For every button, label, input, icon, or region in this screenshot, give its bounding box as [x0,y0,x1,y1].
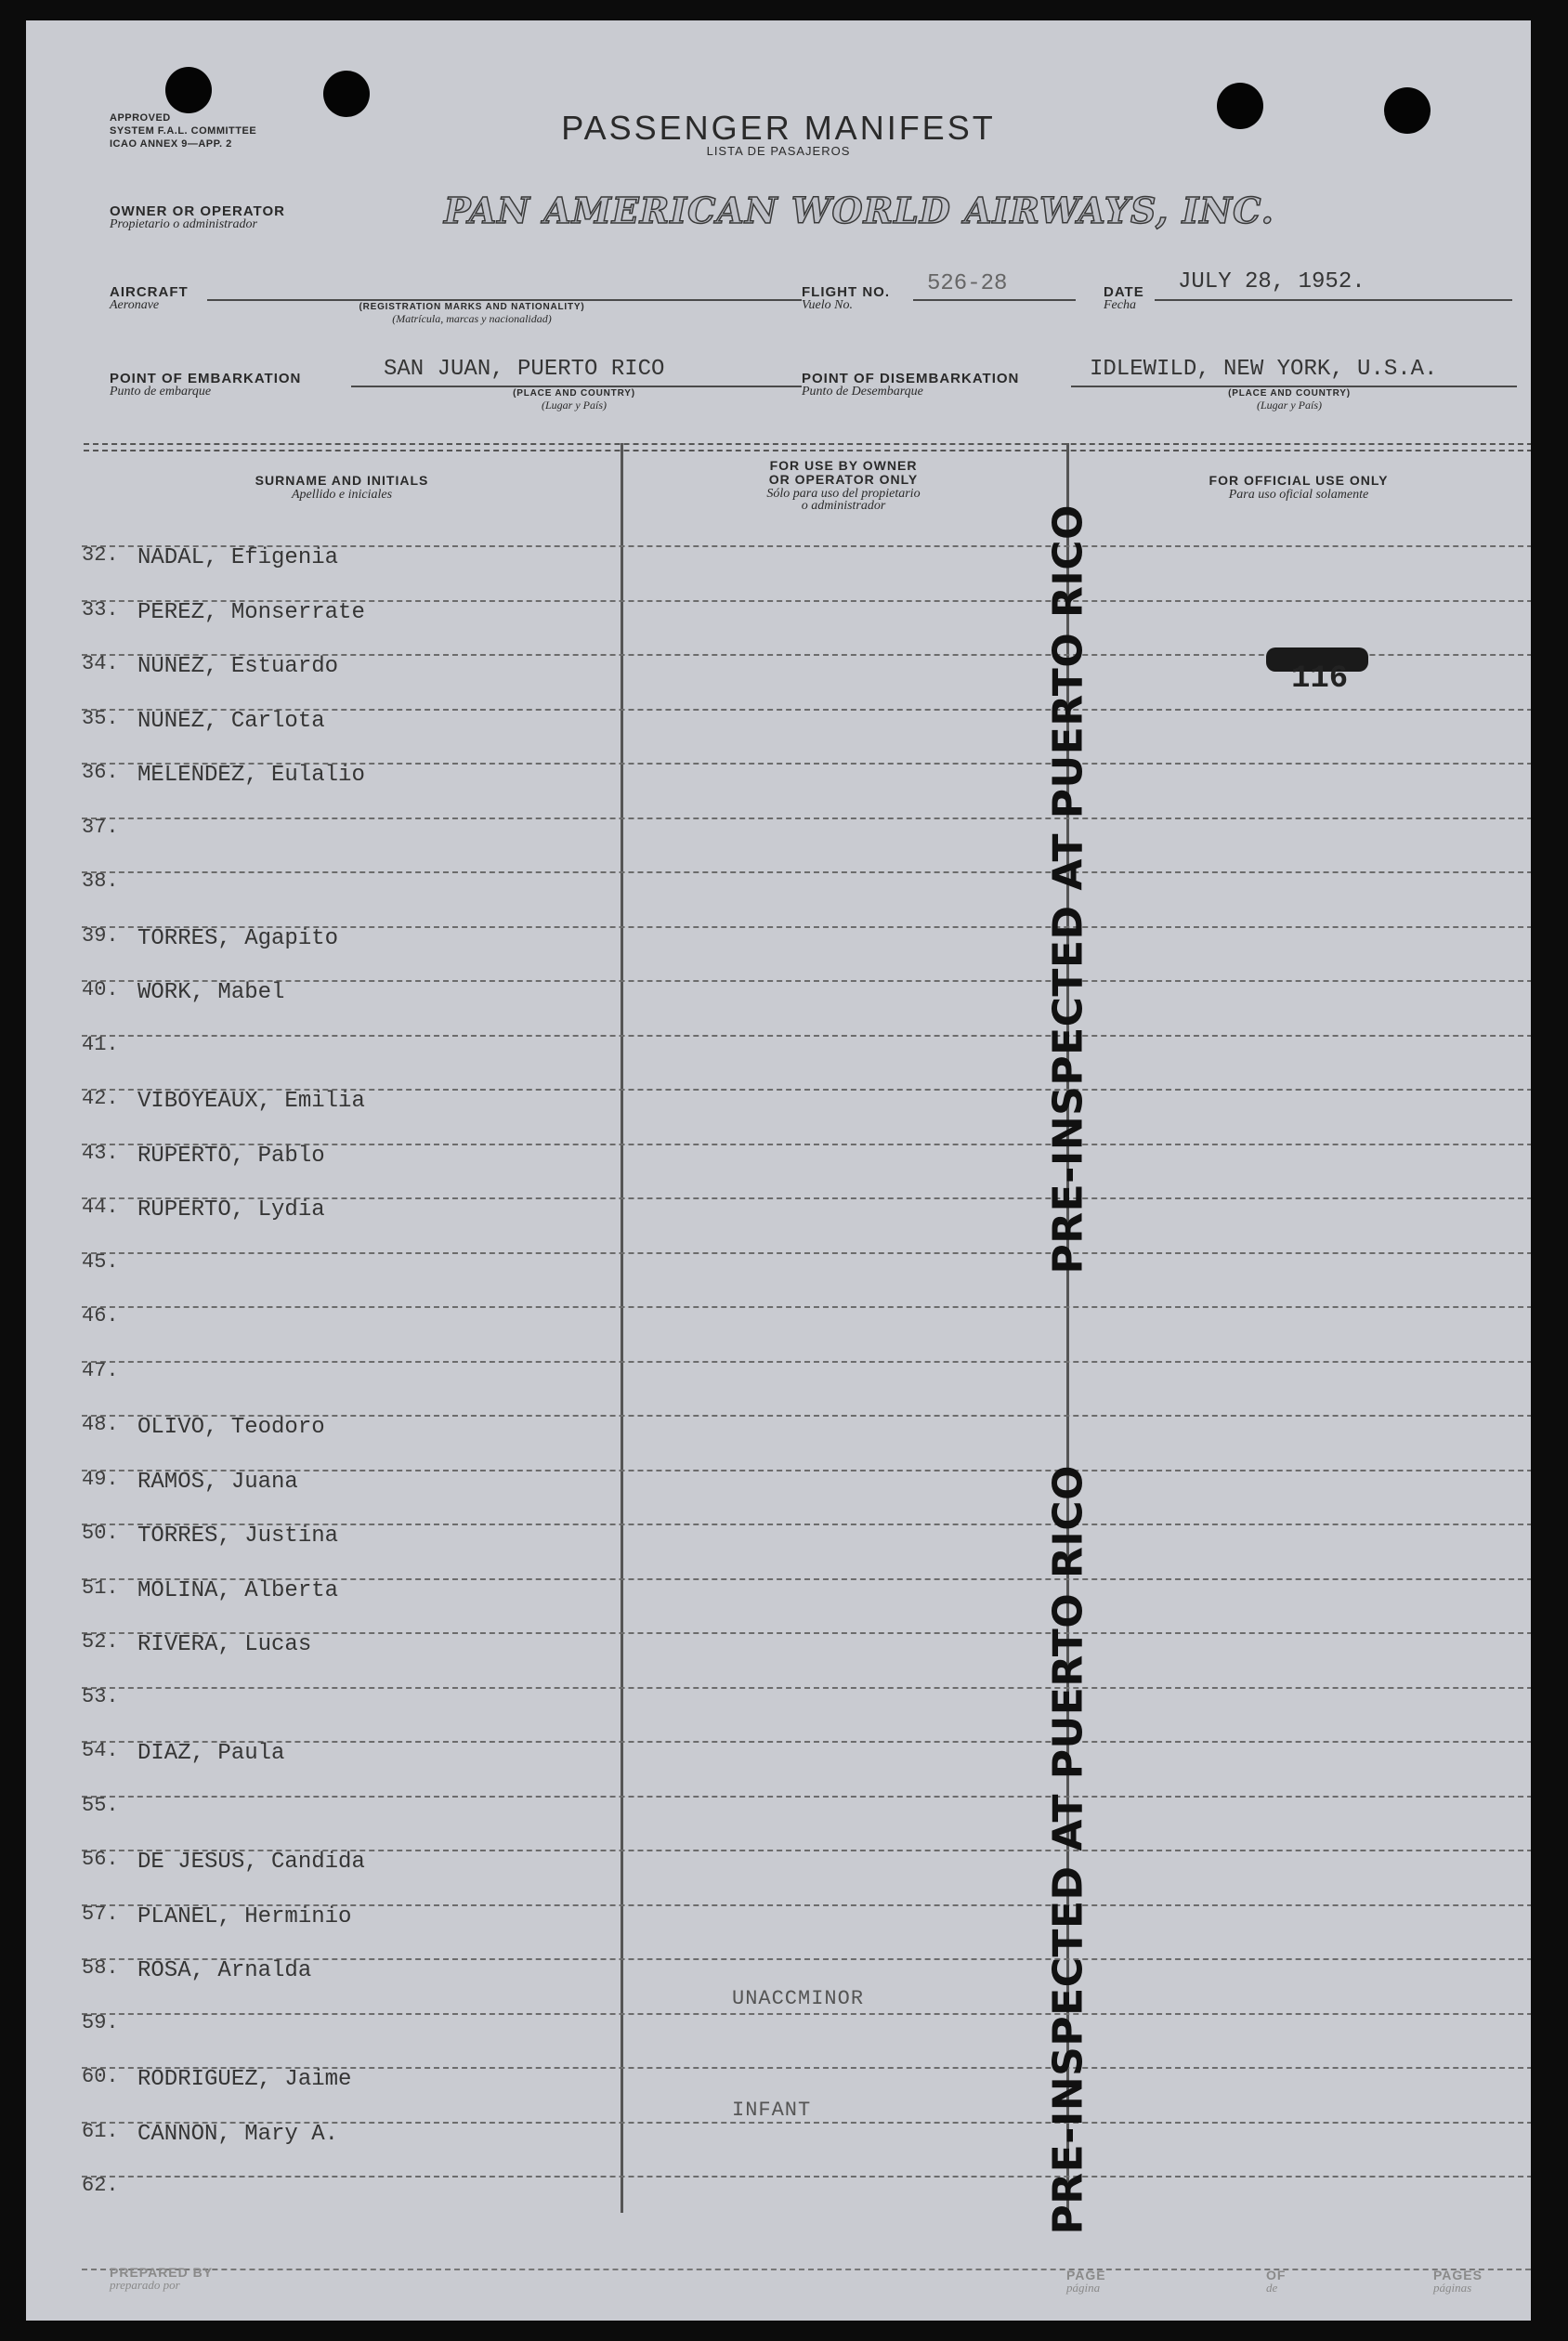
disembark-place-label: (PLACE AND COUNTRY) [1228,388,1351,399]
surname-column-header-es: Apellido e iniciales [291,488,393,502]
owner-use-header-es: o administrador [801,499,886,513]
owner-label: OWNER OR OPERATOR [110,203,285,219]
of-label: OF [1266,2268,1287,2282]
table-top-rule [84,443,1531,445]
page-title: PASSENGER MANIFEST [561,109,996,147]
row-number: 41. [82,1032,119,1056]
row-number: 48. [82,1413,119,1436]
official-use-header: FOR OFFICIAL USE ONLY [1209,473,1389,488]
row-number: 58. [82,1956,119,1980]
approval-line: SYSTEM F.A.L. COMMITTEE [110,125,257,137]
aircraft-underline [207,299,802,301]
row-number: 37. [82,815,119,839]
aircraft-label: AIRCRAFT [110,284,189,300]
row-number: 45. [82,1249,119,1274]
registration-label-es: (Matrícula, marcas y nacionalidad) [392,312,552,325]
row-number: 55. [82,1793,119,1817]
disembark-underline [1071,386,1517,387]
passenger-name: RODRIGUEZ, Jaime [137,2067,352,2092]
surname-column-header: SURNAME AND INITIALS [255,473,429,488]
operator-note: INFANT [732,2099,812,2122]
disembark-label-es: Punto de Desembarque [802,385,923,399]
row-number: 54. [82,1739,119,1762]
date-label-es: Fecha [1104,298,1136,312]
official-use-header-es: Para uso oficial solamente [1228,488,1369,502]
of-label-es: de [1266,2281,1278,2295]
row-number: 52. [82,1630,119,1654]
row-rule [82,1361,1531,1363]
row-number: 49. [82,1467,119,1491]
row-number: 38. [82,870,119,893]
row-number: 53. [82,1684,119,1708]
row-number: 56. [82,1848,119,1871]
table-top-rule [84,450,1531,451]
owner-use-header: FOR USE BY OWNER [769,458,918,473]
passenger-name: CANNON, Mary A. [137,2121,339,2147]
passenger-name: NADAL, Efigenia [137,545,339,570]
passenger-name: PEREZ, Monserrate [137,599,365,625]
passenger-name: DIAZ, Paula [137,1741,285,1766]
owner-label-es: Propietario o administrador [110,217,257,231]
passenger-name: MELENDEZ, Eulalio [137,763,365,788]
punch-hole [165,67,212,113]
row-rule [82,1470,1531,1471]
embark-value: SAN JUAN, PUERTO RICO [384,357,665,382]
embark-label-es: Punto de embarque [110,385,212,399]
disembark-value: IDLEWILD, NEW YORK, U.S.A. [1090,357,1438,382]
row-rule [82,1741,1531,1743]
row-number: 50. [82,1522,119,1545]
footer-rule [82,2269,1531,2270]
row-number: 47. [82,1358,119,1382]
owner-use-header: OR OPERATOR ONLY [768,472,919,487]
row-number: 32. [82,543,119,567]
pages-label: PAGES [1433,2268,1483,2282]
date-underline [1155,299,1512,301]
row-rule [82,1306,1531,1308]
passenger-name: RUPERTO, Pablo [137,1143,325,1169]
flight-number: 526-28 [927,271,1008,296]
row-rule [82,2013,1531,2015]
page-label-es: página [1066,2281,1101,2295]
passenger-name: NUNEZ, Estuardo [137,654,339,679]
pre-inspection-stamp: PRE-INSPECTED AT PUERTO RICO [1044,504,1092,1275]
row-number: 59. [82,2010,119,2034]
embark-label: POINT OF EMBARKATION [110,371,302,386]
registration-label: (REGISTRATION MARKS AND NATIONALITY) [359,302,585,312]
disembark-label: POINT OF DISEMBARKATION [802,371,1020,386]
passenger-name: RIVERA, Lucas [137,1632,312,1657]
prepared-by-label: PREPARED BY [110,2265,214,2280]
row-rule [82,2176,1531,2178]
row-number: 34. [82,652,119,675]
row-number: 44. [82,1196,119,1219]
passenger-name: TORRES, Agapito [137,925,339,951]
passenger-name: MOLINA, Alberta [137,1577,339,1603]
date-label: DATE [1104,284,1144,300]
row-number: 42. [82,1087,119,1110]
passenger-name: RAMOS, Juana [137,1469,298,1495]
passenger-name: RUPERTO, Lydia [137,1197,325,1223]
row-rule [82,1035,1531,1037]
passenger-name: WORK, Mabel [137,980,285,1005]
official-number: 116 [1291,661,1349,697]
flight-label: FLIGHT NO. [802,284,890,300]
prepared-by-label-es: preparado por [110,2278,180,2292]
row-rule [82,871,1531,873]
row-number: 46. [82,1304,119,1327]
manifest-page [26,20,1531,2321]
operator-note: UNACCMINOR [732,1987,865,2010]
row-number: 57. [82,1902,119,1926]
row-number: 39. [82,923,119,948]
passenger-name: PLANEL, Herminio [137,1903,352,1929]
passenger-name: DE JESUS, Candida [137,1850,365,1875]
embark-place-label-es: (Lugar y País) [542,399,607,412]
owner-use-header-es: Sólo para uso del propietario [766,487,921,501]
page-subtitle: LISTA DE PASAJEROS [706,144,851,158]
pages-label-es: páginas [1433,2281,1472,2295]
passenger-name: TORRES, Justina [137,1524,339,1549]
row-number: 43. [82,1141,119,1165]
flight-label-es: Vuelo No. [802,298,853,312]
row-rule [82,817,1531,819]
row-number: 61. [82,2119,119,2143]
passenger-name: ROSA, Arnalda [137,1958,312,1983]
aircraft-label-es: Aeronave [110,298,160,312]
row-number: 40. [82,978,119,1001]
flight-underline [913,299,1076,301]
pre-inspection-stamp: PRE-INSPECTED AT PUERTO RICO [1044,1465,1092,2235]
row-rule [82,1796,1531,1798]
disembark-place-label-es: (Lugar y País) [1257,399,1322,412]
row-number: 35. [82,706,119,730]
row-number: 60. [82,2065,119,2088]
row-number: 36. [82,761,119,784]
row-number: 33. [82,597,119,621]
embark-place-label: (PLACE AND COUNTRY) [513,388,635,399]
page-label: PAGE [1066,2268,1106,2282]
row-number: 62. [82,2174,119,2197]
company-name: PAN AMERICAN WORLD AIRWAYS, INC. [444,190,1274,231]
passenger-name: VIBOYEAUX, Emilia [137,1089,365,1114]
row-rule [82,980,1531,982]
row-rule [82,1687,1531,1689]
row-number: 51. [82,1576,119,1600]
flight-date: JULY 28, 1952. [1178,269,1365,294]
approval-line: ICAO ANNEX 9—APP. 2 [110,138,232,150]
passenger-name: OLIVO, Teodoro [137,1415,325,1440]
row-rule [82,1252,1531,1254]
passenger-name: NUNEZ, Carlota [137,708,325,734]
approval-line: APPROVED [110,112,171,124]
embark-underline [351,386,802,387]
